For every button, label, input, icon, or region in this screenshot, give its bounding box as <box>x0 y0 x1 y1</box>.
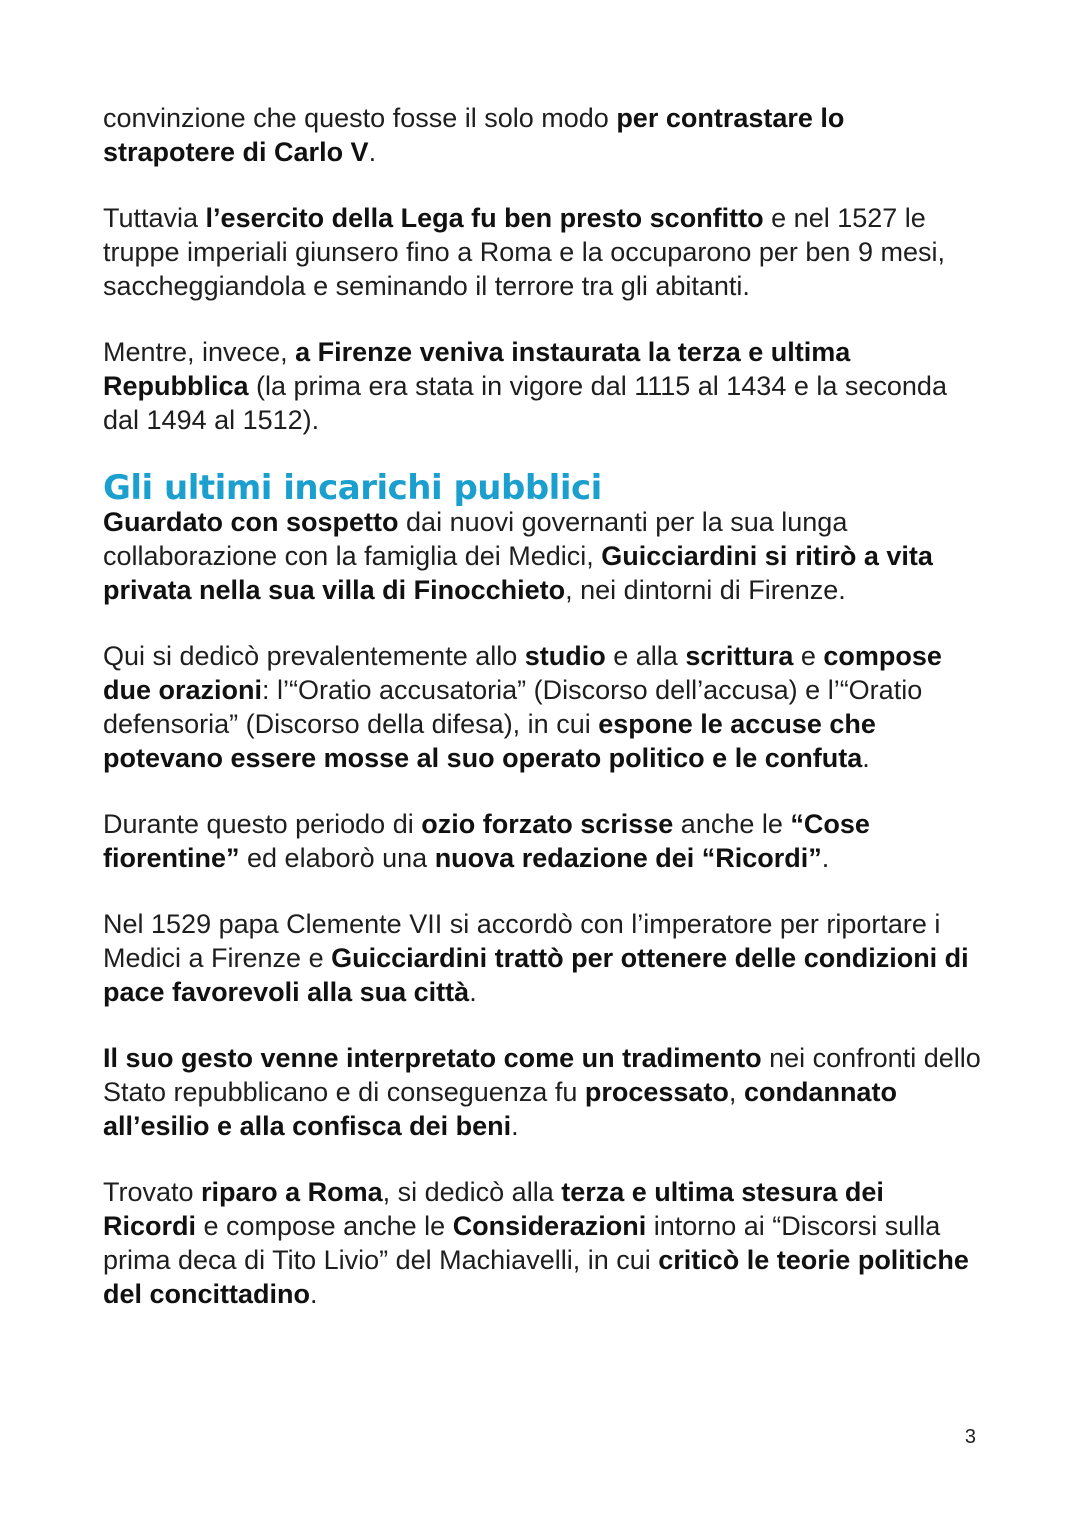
text-run: Durante questo periodo di <box>103 809 422 839</box>
paragraph <box>103 1175 983 1311</box>
bold-text: scrittura <box>685 641 794 671</box>
bold-text: Considerazioni <box>452 1211 647 1241</box>
bold-text: studio <box>524 641 606 671</box>
bold-text: per contrastare lo strapotere di Carlo V <box>103 103 845 167</box>
section-heading: Gli ultimi incarichi pubblici <box>103 468 602 508</box>
text-run: . <box>821 843 830 873</box>
paragraph <box>103 335 983 437</box>
paragraph <box>103 639 983 775</box>
paragraph <box>103 1041 983 1143</box>
text-run: e <box>793 641 824 671</box>
text-run: e compose anche le <box>196 1211 453 1241</box>
text-run: ed elaborò una <box>239 843 435 873</box>
text-run: . <box>511 1111 519 1141</box>
text-run: Tuttavia <box>103 203 206 233</box>
bold-text: Guicciardini trattò per ottenere delle condizioni di pace favorevoli alla sua città <box>103 943 969 1007</box>
bold-text: Guardato con sospetto <box>103 507 399 537</box>
text-run: , nei dintorni di Firenze. <box>565 575 846 605</box>
bold-text: nuova redazione dei “Ricordi” <box>434 843 822 873</box>
text-run: anche le <box>673 809 791 839</box>
document-page <box>103 101 983 1343</box>
text-run: . <box>310 1279 318 1309</box>
paragraph <box>103 201 983 303</box>
text-run: Trovato <box>103 1177 202 1207</box>
text-run: . <box>862 743 870 773</box>
text-run: , <box>728 1077 744 1107</box>
text-run: nei confronti dello Stato repubblicano e di conseguenza fu <box>103 1043 981 1107</box>
text-run: Mentre, invece, <box>103 337 296 367</box>
text-run: dai nuovi governanti per la sua lunga collaborazione con la famiglia dei Medici, <box>103 507 848 571</box>
page-number: 3 <box>964 1426 976 1448</box>
text-run: Nel 1529 papa Clemente VII si accordò con l’imperatore per riportare i Medici a Firenze e <box>103 909 941 973</box>
bold-text: “Cose fiorentine” <box>103 809 870 873</box>
text-run: , si dedicò alla <box>382 1177 562 1207</box>
text-run: e alla <box>605 641 686 671</box>
bold-text: ozio forzato scrisse <box>421 809 674 839</box>
text-run: e nel 1527 le truppe imperiali giunsero fino a Roma e la occuparono per ben 9 mesi, saccheggiandola e seminando il terrore tra gli abitanti. <box>103 203 945 301</box>
text-run: Qui si dedicò prevalentemente allo <box>103 641 525 671</box>
bold-text: Guicciardini si ritirò a vita privata nella sua villa di Finocchieto <box>103 541 933 605</box>
bold-text: condannato all’esilio e alla confisca dei beni <box>103 1077 897 1141</box>
paragraph <box>103 907 983 1009</box>
paragraph <box>103 505 983 607</box>
paragraphs-before-heading <box>103 101 983 437</box>
bold-text: l’esercito della Lega fu ben presto sconfitto <box>205 203 764 233</box>
bold-text: terza e ultima stesura dei Ricordi <box>103 1177 884 1241</box>
bold-text: criticò le teorie politiche del concittadino <box>103 1245 969 1309</box>
bold-text: a Firenze veniva instaurata la terza e ultima Repubblica <box>103 337 851 401</box>
text-run: convinzione che questo fosse il solo modo <box>103 103 617 133</box>
bold-text: compose due orazioni <box>103 641 942 705</box>
text-run: (la prima era stata in vigore dal 1115 al 1434 e la seconda dal 1494 al 1512). <box>103 371 947 435</box>
bold-text: processato <box>584 1077 729 1107</box>
paragraph <box>103 101 983 169</box>
text-run: intorno ai “Discorsi sulla prima deca di Tito Livio” del Machiavelli, in cui <box>103 1211 941 1275</box>
paragraph <box>103 807 983 875</box>
bold-text: Il suo gesto venne interpretato come un tradimento <box>103 1043 762 1073</box>
bold-text: espone le accuse che potevano essere mosse al suo operato politico e le confuta <box>103 709 876 773</box>
text-run: . <box>469 977 477 1007</box>
text-run: : l’“Oratio accusatoria” (Discorso dell’accusa) e l’“Oratio defensoria” (Discorso della difesa), in cui <box>103 675 923 739</box>
paragraphs-after-heading <box>103 505 983 1311</box>
bold-text: riparo a Roma <box>201 1177 383 1207</box>
text-run: . <box>368 137 377 167</box>
